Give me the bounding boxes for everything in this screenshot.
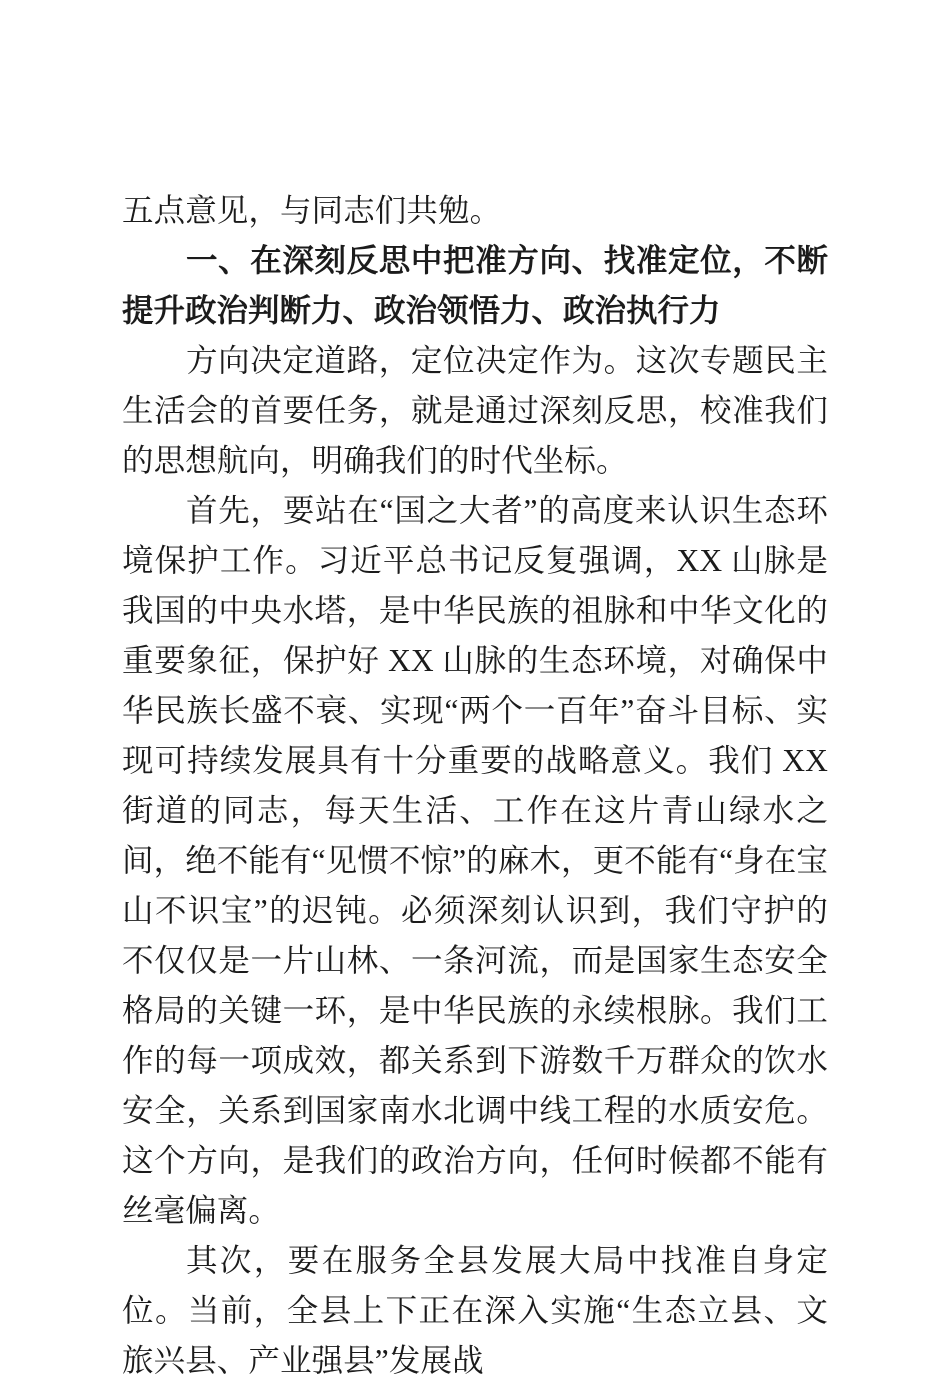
- document-text-column: [122, 186, 828, 1386]
- paragraph-direction-and-position: 方向决定道路，定位决定作为。这次专题民主生活会的首要任务，就是通过深刻反思，校准我们的思想航向，明确我们的时代坐标。: [122, 343, 828, 478]
- section-heading-one: 一、在深刻反思中把准方向、找准定位，不断提升政治判断力、政治领悟力、政治执行力: [122, 243, 828, 328]
- paragraph-ecological-protection: 首先，要站在“国之大者”的高度来认识生态环境保护工作。习近平总书记反复强调，XX 山脉是我国的中央水塔，是中华民族的祖脉和中华文化的重要象征，保护好 XX 山脉的生态环境，对确保中华民族长盛不衰、实现“两个一百年”奋斗目标、实现可持续发展具有十分重要的战略意义。我们 XX 街道的同志，每天生活、工作在这片青山绿水之间，绝不能有“见惯不惊”的麻木，更不能有“身在宝山不识宝”的迟钝。必须深刻认识到，我们守护的不仅仅是一片山林、一条河流，而是国家生态安全格局的关键一环，是中华民族的永续根脉。我们工作的每一项成效，都关系到下游数千万群众的饮水安全，关系到国家南水北调中线工程的水质安危。这个方向，是我们的政治方向，任何时候都不能有丝毫偏离。: [122, 493, 828, 1228]
- paragraph-county-development: 其次，要在服务全县发展大局中找准自身定位。当前，全县上下正在深入实施“生态立县、文旅兴县、产业强县”发展战: [122, 1243, 828, 1378]
- paragraph-closing-line: 五点意见，与同志们共勉。: [122, 193, 502, 228]
